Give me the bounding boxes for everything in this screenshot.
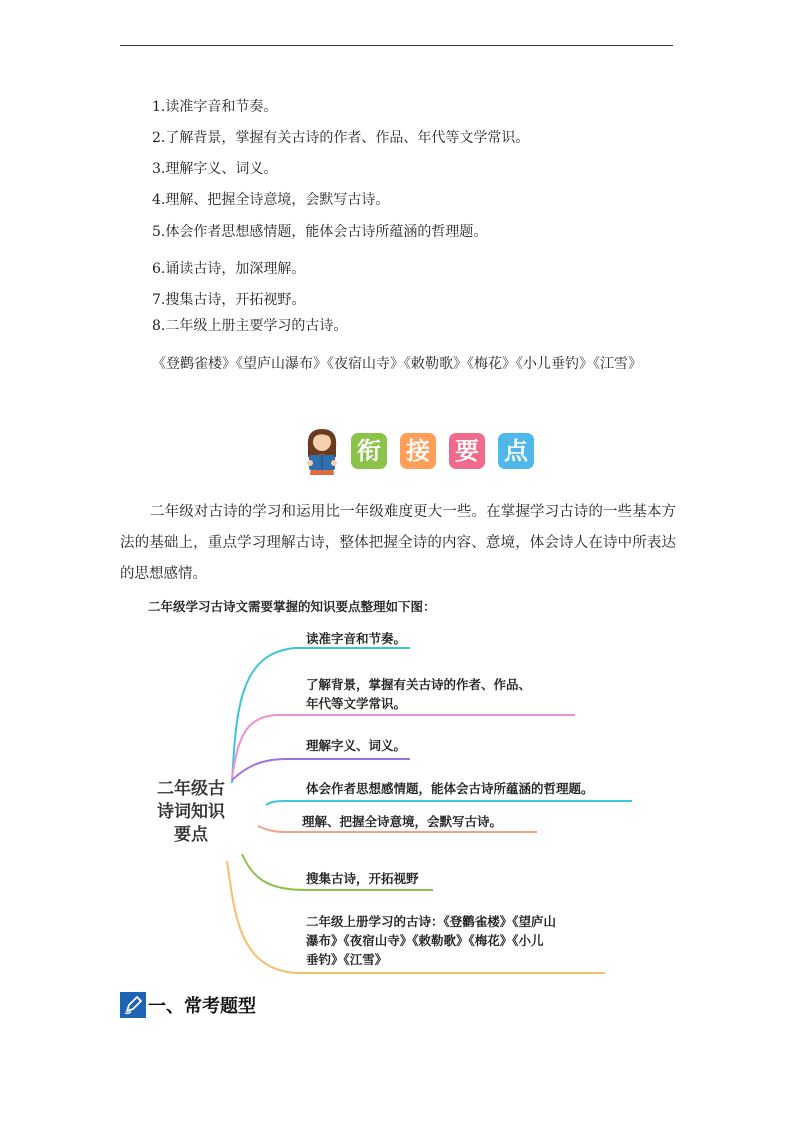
objective-6: 6.诵读古诗，加深理解。	[152, 261, 306, 277]
objective-7: 7.搜集古诗，开拓视野。	[152, 292, 306, 308]
banner-tile-1: 衔	[351, 433, 387, 469]
center-line-1: 二年级古	[157, 779, 225, 799]
objective-1: 1.读准字音和节奏。	[152, 99, 278, 115]
teacher-reading-icon	[298, 425, 346, 477]
poem-list: 《登鹳雀楼》《望庐山瀑布》《夜宿山寺》《敕勒歌》《梅花》《小儿垂钓》《江雪》	[152, 356, 642, 372]
mindmap-branch-2: 了解背景，掌握有关古诗的作者、作品、 年代等文学常识。	[306, 677, 532, 711]
connector-3	[232, 759, 410, 780]
mindmap-caption: 二年级学习古诗文需要掌握的知识要点整理如下图：	[148, 599, 436, 614]
objective-2: 2.了解背景，掌握有关古诗的作者、作品、年代等文学常识。	[152, 130, 530, 146]
section-heading-text: 一、常考题型	[148, 996, 256, 1017]
intro-paragraph: 二年级对古诗的学习和运用比一年级难度更大一些。在掌握学习古诗的一些基本方法的基础上，重点学习理解古诗，整体把握全诗的内容、意境，体会诗人在诗中所表达的思想感情。	[120, 504, 676, 582]
objective-4: 4.理解、把握全诗意境，会默写古诗。	[152, 192, 390, 208]
banner-tile-4: 点	[498, 433, 534, 469]
mindmap-branch-1: 读准字音和节奏。	[306, 631, 407, 646]
section-heading	[120, 990, 256, 1020]
banner-tile-2: 接	[400, 433, 436, 469]
mindmap-branch-4: 体会作者思想感情题，能体会古诗所蕴涵的哲理题。	[306, 781, 594, 796]
mindmap-branch-6: 搜集古诗，开拓视野	[306, 871, 419, 886]
header-rule	[120, 45, 673, 46]
mindmap-branch-5: 理解、把握全诗意境，会默写古诗。	[302, 814, 503, 829]
banner-tile-3: 要	[449, 433, 485, 469]
connector-4	[266, 801, 632, 805]
center-line-2: 诗词知识	[157, 802, 225, 822]
knowledge-mindmap	[120, 618, 660, 983]
section-banner	[298, 425, 538, 477]
mindmap-branch-3: 理解字义、词义。	[306, 738, 407, 753]
center-line-3: 要点	[174, 825, 208, 845]
objective-5: 5.体会作者思想感情题，能体会古诗所蕴涵的哲理题。	[152, 224, 488, 240]
pen-icon	[120, 992, 146, 1018]
objective-3: 3.理解字义、词义。	[152, 161, 278, 177]
objective-8: 8.二年级上册主要学习的古诗。	[152, 318, 348, 334]
mindmap-branch-7: 二年级上册学习的古诗：《登鹳雀楼》《望庐山 瀑布》《夜宿山寺》《敕勒歌》《梅花》《小儿 垂钓》《江雪》	[306, 914, 557, 967]
mindmap-center	[150, 778, 232, 847]
